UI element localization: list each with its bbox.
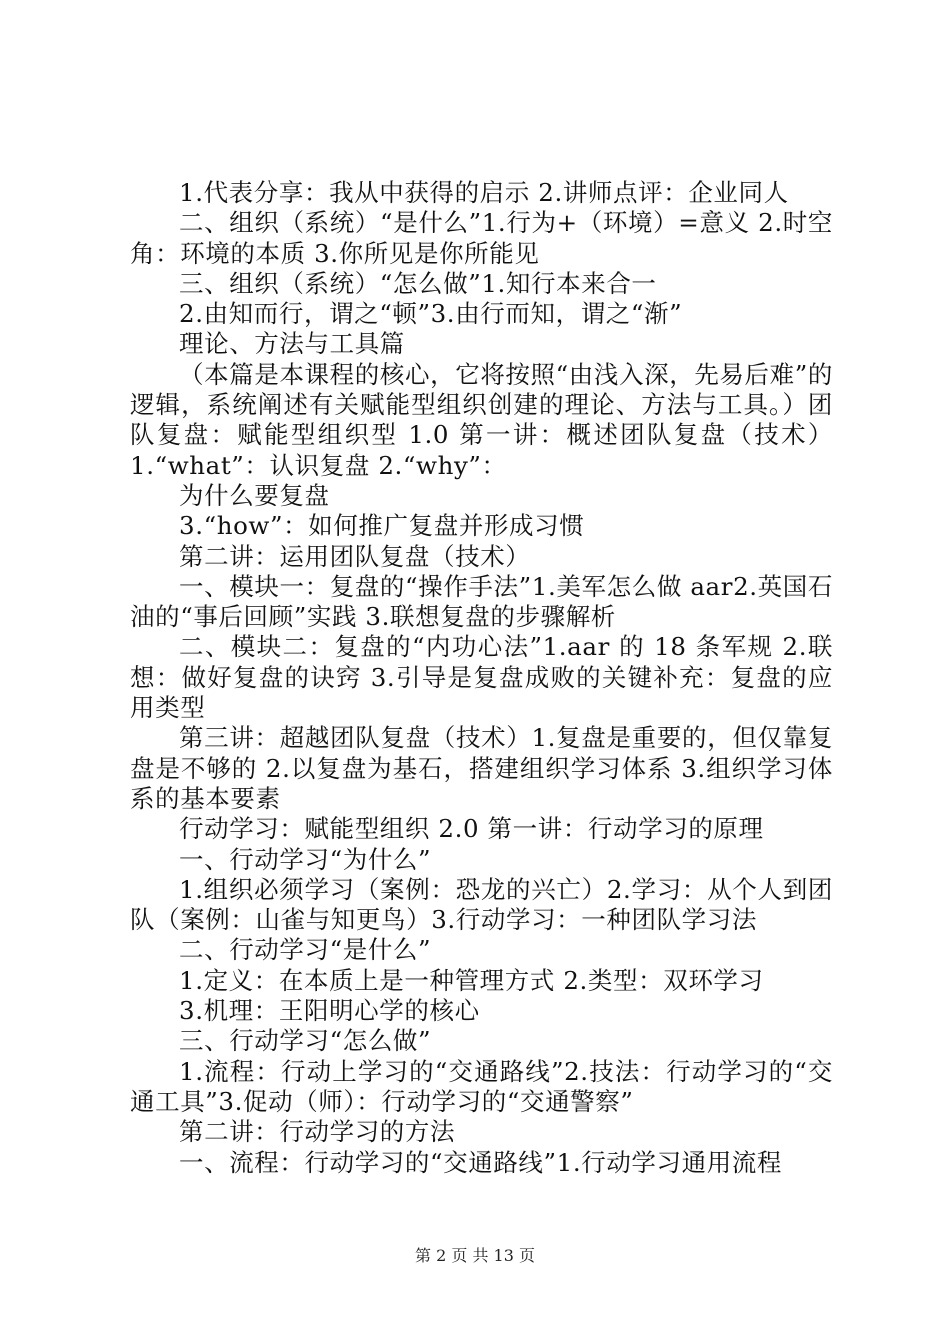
paragraph: 为什么要复盘 [179,480,330,510]
paragraph: 第二讲：运用团队复盘（技术） [179,541,531,571]
paragraph: 一、流程：行动学习的“交通路线”1.行动学习通用流程 [179,1147,783,1177]
paragraph: 1.定义：在本质上是一种管理方式 2.类型：双环学习 [179,965,764,995]
paragraph: 3.机理：王阳明心学的核心 [179,996,480,1026]
paragraph: 1.流程：行动上学习的“交通路线”2.技法：行动学习的“交通工具”3.促动（师）：行动学习的“交通警察” [130,1056,833,1116]
paragraph: 理论、方法与工具篇 [179,329,405,359]
paragraph: 1.代表分享：我从中获得的启示 2.讲师点评：企业同人 [179,178,789,207]
paragraph: 二、组织（系统）“是什么”1.行为+（环境）=意义 2.时空角：环境的本质 3.你所见是你所能见 [130,208,833,268]
paragraph: 一、模块一：复盘的“操作手法”1.美军怎么做 aar2.英国石油的“事后回顾”实践 3.联想复盘的步骤解析 [130,571,833,632]
page-number-footer: 第 2 页 共 13 页 [415,1246,535,1265]
paragraph: 三、行动学习“怎么做” [179,1026,432,1056]
document-body [130,178,833,1178]
paragraph: （本篇是本课程的核心，它将按照“由浅入深，先易后难”的逻辑，系统阐述有关赋能型组织创建的理论、方法与工具。）团队复盘：赋能型组织型 1.0 第一讲：概述团队复盘（技术）1.“what”：认识复盘 2.“why”： [130,359,833,480]
paragraph: 二、模块二：复盘的“内功心法”1.aar 的 18 条军规 2.联想：做好复盘的诀窍 3.引导是复盘成败的关键补充：复盘的应用类型 [130,632,833,723]
paragraph: 3.“how”：如何推广复盘并形成习惯 [179,511,585,541]
paragraph: 三、组织（系统）“怎么做”1.知行本来合一 [179,268,657,298]
paragraph: 第二讲：行动学习的方法 [179,1117,456,1147]
paragraph: 行动学习：赋能型组织 2.0 第一讲：行动学习的原理 [179,814,764,844]
paragraph: 1.组织必须学习（案例：恐龙的兴亡）2.学习：从个人到团队（案例：山雀与知更鸟）3.行动学习：一种团队学习法 [130,874,833,935]
paragraph: 2.由知而行，谓之“顿”3.由行而知，谓之“渐” [179,299,683,329]
paragraph: 二、行动学习“是什么” [179,935,432,965]
paragraph: 一、行动学习“为什么” [179,844,432,874]
paragraph: 第三讲：超越团队复盘（技术）1.复盘是重要的，但仅靠复盘是不够的 2.以复盘为基石，搭建组织学习体系 3.组织学习体系的基本要素 [130,723,833,813]
